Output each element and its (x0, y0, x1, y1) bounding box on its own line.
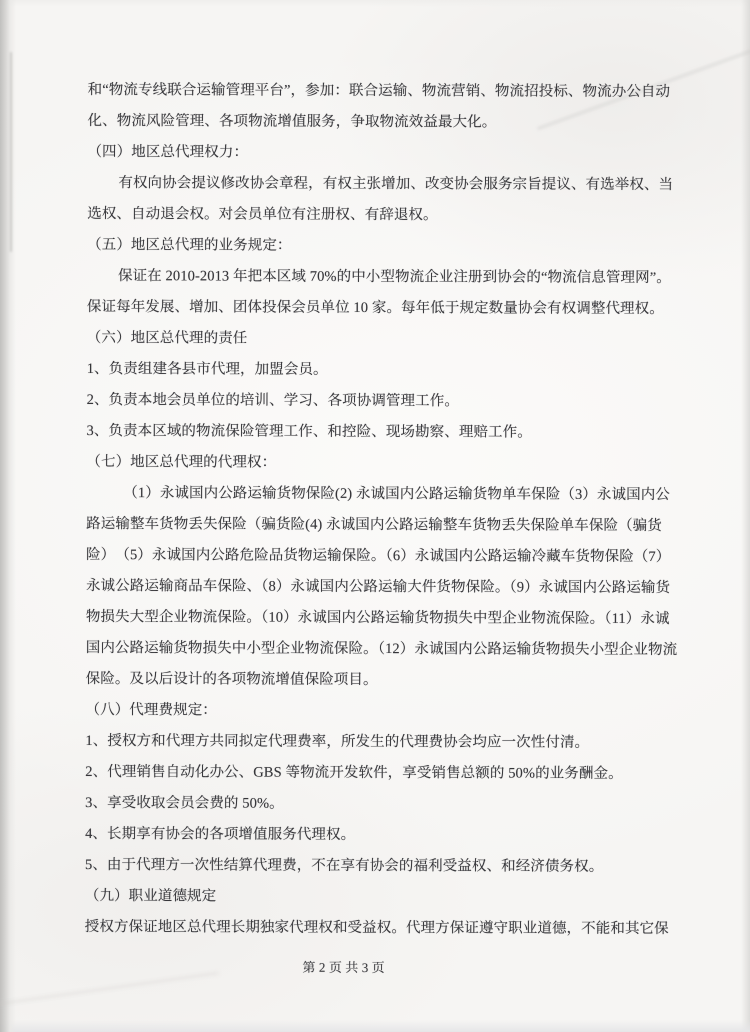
text-line: （八）代理费规定： (85, 701, 217, 719)
page-number: 第 2 页 共 3 页 (302, 959, 385, 976)
text-line: （1）永诚国内公路运输货物保险(2) 永诚国内公路运输货物单车保险（3）永诚国内公 (123, 485, 670, 504)
document-text (85, 75, 692, 945)
text-line: 3、负责本区域的物流保险管理工作、和控险、现场勘察、理赔工作。 (86, 422, 532, 441)
text-line: 保证在 2010-2013 年把本区域 70%的中小型物流企业注册到协会的“物流信息管理网”。 (118, 268, 671, 287)
text-line: 国内公路运输货物损失中小型企业物流保险。（12）永诚国内公路运输货物损失小型企业物流 (85, 639, 678, 659)
text-line: 永诚公路运输商品车保险、（8）永诚国内公路运输大件货物保险。（9）永诚国内公路运输货 (85, 577, 671, 597)
text-line: 物损失大型企业物流保险。（10）永诚国内公路运输货物损失中型企业物流保险。（11）永诚 (85, 608, 670, 628)
text-line: 和“物流专线联合运输管理平台”，参加：联合运输、物流营销、物流招投标、物流办公自动 (87, 81, 671, 101)
text-line: （九）职业道德规定 (84, 887, 217, 905)
text-line: 2、负责本地会员单位的培训、学习、各项协调管理工作。 (86, 391, 459, 410)
text-line: 2、代理销售自动化办公、GBS 等物流开发软件，享受销售总额的 50%的业务酬金。 (85, 763, 623, 782)
text-line: （四）地区总代理权力： (87, 143, 249, 161)
text-line: 5、由于代理方一次性结算代理费，不在享有协会的福利受益权、和经济债务权。 (84, 856, 604, 875)
text-line: 1、负责组建各县市代理，加盟会员。 (86, 360, 328, 378)
text-line: 保证每年发展、增加、团体投保会员单位 10 家。每年低于规定数量协会有权调整代理权。 (86, 298, 664, 318)
text-line: 3、享受收取会员会费的 50%。 (85, 794, 284, 812)
text-line: 选权、自动退会权。对会员单位有注册权、有辞退权。 (87, 205, 438, 224)
text-line: 险） （5）永诚国内公路危险品货物运输保险。（6）永诚国内公路运输冷藏车货物保险（7） (86, 546, 671, 566)
scan-edge-bottom (0, 1020, 750, 1032)
text-line: 1、授权方和代理方共同拟定代理费率，所发生的代理费协会均应一次性付清。 (85, 732, 590, 751)
text-line: 保险。及以后设计的各项物流增值保险项目。 (85, 670, 378, 689)
text-line: 路运输整车货物丢失保险（骗货险(4) 永诚国内公路运输整车货物丢失保险单车保险（骗货 (86, 515, 662, 535)
text-line: 化、物流风险管理、各项物流增值服务，争取物流效益最大化。 (87, 112, 497, 131)
text-line: 授权方保证地区总代理长期独家代理权和受益权。代理方保证遵守职业道德，不能和其它保 (84, 918, 669, 938)
text-line: （六）地区总代理的责任 (86, 329, 248, 347)
text-line: 有权向协会提议修改协会章程，有权主张增加、改变协会服务宗旨提议、有选举权、当 (118, 175, 674, 194)
text-line: 4、长期享有协会的各项增值服务代理权。 (85, 825, 356, 843)
text-line: （七）地区总代理的代理权： (86, 453, 277, 471)
text-line: （五）地区总代理的业务规定： (87, 236, 292, 254)
